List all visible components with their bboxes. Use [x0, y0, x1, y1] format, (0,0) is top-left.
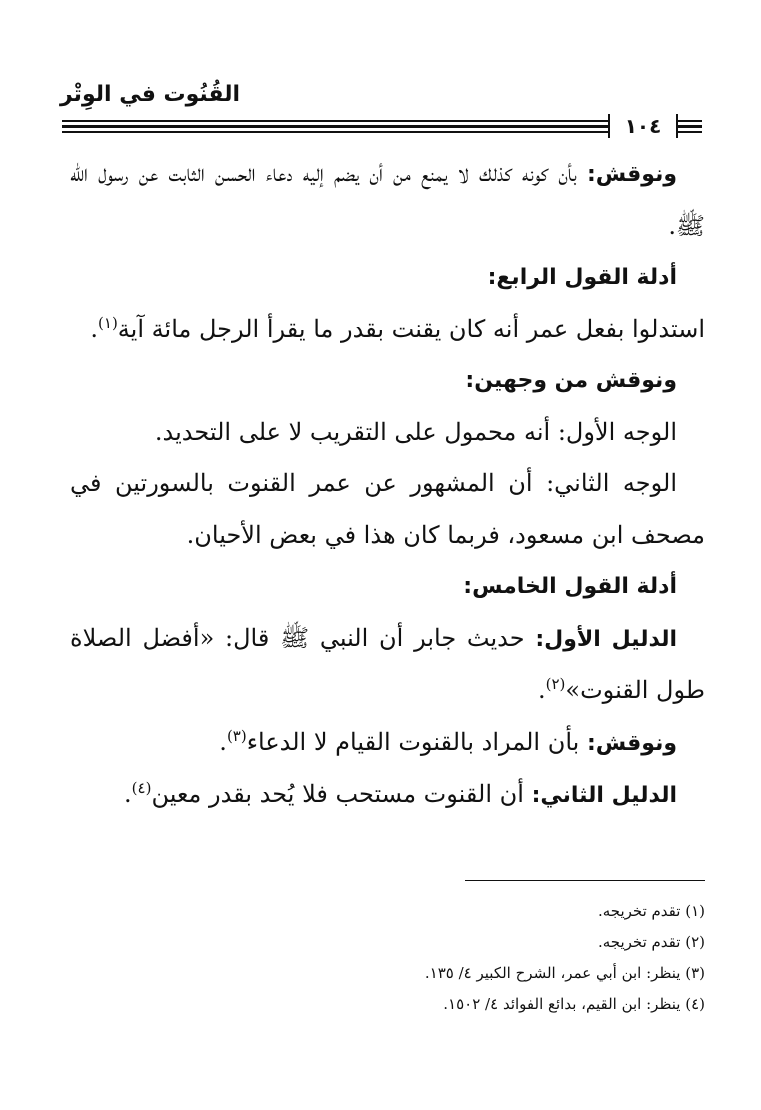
section-heading: أدلة القول الخامس:	[463, 574, 677, 599]
paragraph	[70, 717, 705, 770]
header-rule-line	[62, 131, 702, 133]
section-heading: أدلة القول الرابع:	[487, 265, 677, 290]
header-rule-line	[62, 125, 702, 128]
paragraph-label: الدليل الأول:	[535, 626, 677, 652]
footnote: (١) تقدم تخريجه.	[597, 902, 705, 920]
main-text	[70, 148, 705, 822]
paragraph-label: الدليل الثاني:	[531, 783, 677, 808]
paragraph: الوجه الأول: أنه محمول على التقريب لا على التحديد.	[154, 417, 677, 446]
footnote-separator	[465, 880, 705, 881]
footnote-ref: (٣)	[226, 726, 247, 745]
header-rule	[62, 116, 702, 138]
paragraph-text: بأن كونه كذلك لا يمنع من أن يضم إليه دعاء الحسن الثابت عن رسول الله ﷺ.	[70, 159, 705, 240]
paragraph-text: استدلوا بفعل عمر أنه كان يقنت بقدر ما يقرأ الرجل مائة آية	[117, 314, 705, 343]
paragraph: الوجه الثاني: أن المشهور عن عمر القنوت بالسورتين في مصحف ابن مسعود، فربما كان هذا في بعض الأحيان.	[70, 469, 705, 549]
paragraph	[70, 769, 705, 822]
footnotes	[65, 896, 705, 1020]
paragraph	[70, 304, 705, 356]
paragraph-text: أن القنوت مستحب فلا يُحد بقدر معين	[151, 780, 532, 808]
section-heading: ونوقش من وجهين:	[465, 368, 677, 393]
paragraph-end: .	[90, 314, 99, 343]
paragraph	[70, 613, 705, 717]
footnote-ref: (١)	[98, 313, 118, 332]
footnote: (٢) تقدم تخريجه.	[597, 933, 705, 951]
paragraph-text: حديث جابر أن النبي ﷺ قال: «أفضل الصلاة طول القنوت»	[70, 623, 705, 704]
footnote-ref: (٤)	[131, 779, 152, 797]
paragraph-text: بأن المراد بالقنوت القيام لا الدعاء	[246, 727, 587, 756]
paragraph	[70, 148, 705, 252]
paragraph-label: ونوقش:	[586, 730, 677, 756]
paragraph-label: ونوقش:	[586, 162, 677, 187]
header-rule-line	[62, 120, 702, 122]
running-title: القُنُوت في الوِتْر	[60, 82, 241, 107]
paragraph-end: .	[537, 676, 546, 704]
paragraph-end: .	[124, 780, 132, 808]
footnote: (٤) ينظر: ابن القيم، بدائع الفوائد ٤/ ١٥٠٢.	[443, 995, 705, 1013]
paragraph-end: .	[219, 727, 227, 756]
footnote: (٣) ينظر: ابن أبي عمر، الشرح الكبير ٤/ ١٣٥.	[424, 964, 705, 982]
footnote-ref: (٢)	[545, 675, 566, 693]
page-number: ١٠٤	[608, 114, 678, 138]
